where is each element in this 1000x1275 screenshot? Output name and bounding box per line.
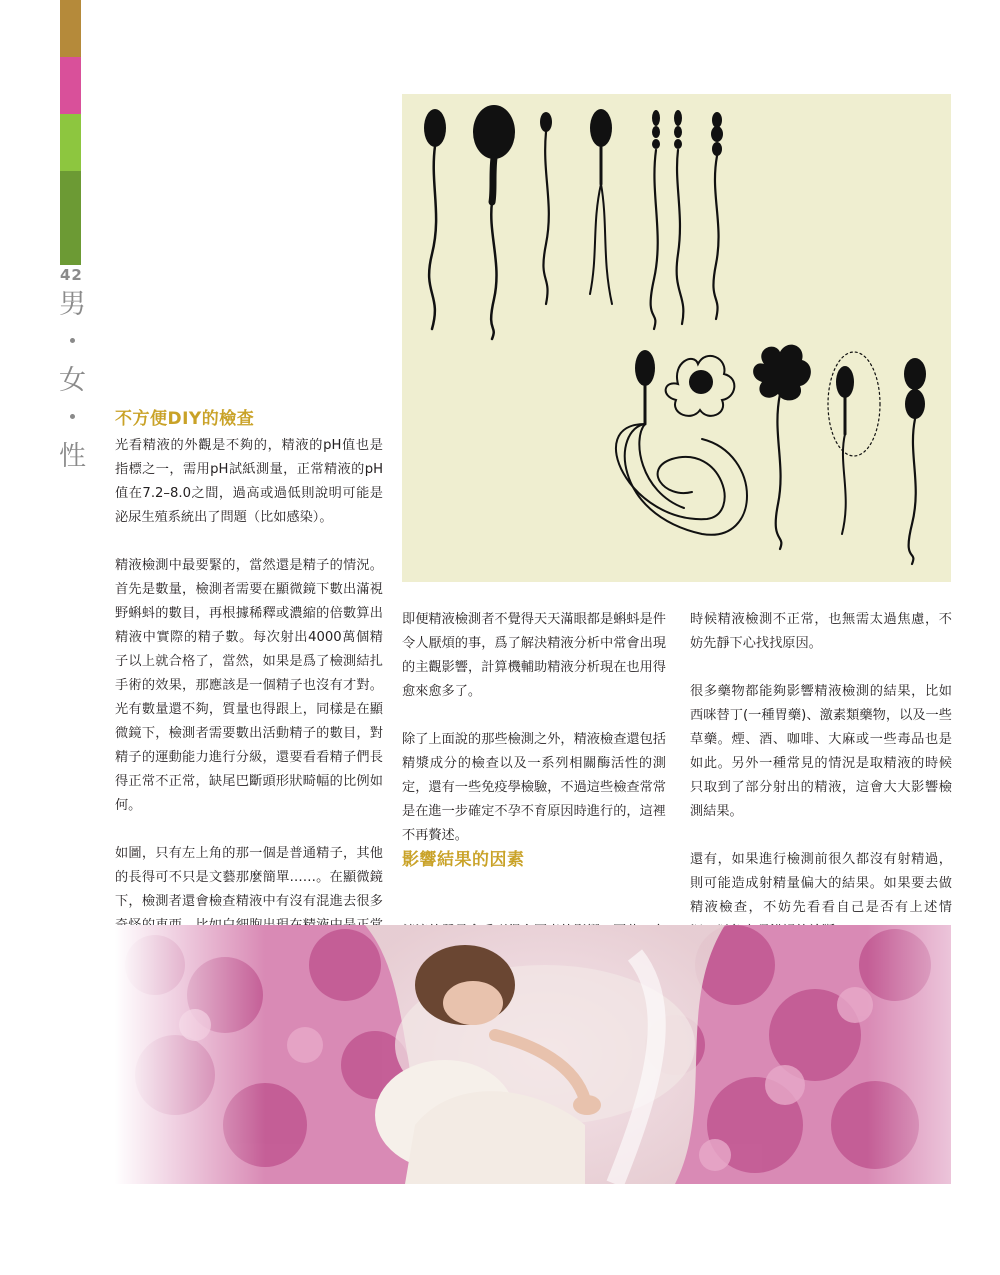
paragraph: 很多藥物都能夠影響精液檢測的結果，比如西咪替丁(一種胃藥)、激素類藥物，以及一些草藥。煙、酒、咖啡、大麻或一些毒品也是如此。另外一種常見的情況是取精液的時候只取到了部分射出的精液，這會大大影響檢測結果。 <box>690 684 952 819</box>
sidebar-color-bar-4 <box>60 171 81 265</box>
sidebar-color-bar-1 <box>60 0 81 57</box>
section-title: 男 ・ 女 ・ 性 <box>59 289 86 472</box>
text-column-1 <box>115 434 383 986</box>
woman-flowers-photo <box>115 925 951 1184</box>
page-number: 42 <box>60 266 83 284</box>
sperm-morphology-figure <box>402 94 951 582</box>
heading-factors: 影響結果的因素 <box>402 850 525 870</box>
paragraph: 如圖，只有左上角的那一個是普通精子，其他的長得可不只是文藝那麼簡單……。在顯微鏡下，檢測者還會檢查精液中有沒有混進去很多 <box>115 846 383 909</box>
paragraph: 即便精液檢測者不覺得天天滿眼都是蝌蚪是件令人厭煩的事，爲了解決精液分析中常會出現的主觀影響，計算機輔助精液分析現在也用得愈來愈多了。 <box>402 612 666 699</box>
text-column-3 <box>690 608 952 968</box>
paragraph: 除了上面說的那些檢測之外，精液檢查還包括精漿成分的檢查以及一系列相關酶活性的測定，還有一些免疫學檢驗，不過這些檢查常常是在進一步確定不孕不育原因時進行的，這裡不再贅述。 <box>402 732 666 843</box>
paragraph: 精液檢測中最要緊的，當然還是精子的情況。首先是數量，檢測者需要在顯微鏡下數出滿視野蝌蚪的數目，再根據稀釋或濃縮的倍數算出精液中實際的精子數。每次射出4000萬個精子以上就合格了，當然，如果是爲了檢測結扎手術的效果，那應該是一個精子也沒有才對。光有數量還不夠，質量也得跟上，同樣是在顯微鏡下，檢測者需要數出活動精子的數目，對精子的運動能力進行分級，還要看看精子們長得正常不正常，缺尾巴斷頭形狀畸幅的比例如何。 <box>115 558 383 813</box>
paragraph: 還有，如果進行檢測前很久都沒有射精過，則可能造成射精量偏大的結果。如果要去做精液檢查，不妨先看看自己是否有上述情 <box>690 852 952 915</box>
heading-diy-check: 不方便DIY的檢查 <box>115 409 255 429</box>
text-column-2 <box>402 608 666 968</box>
photo-illustration <box>115 925 951 1184</box>
paragraph: 光看精液的外觀是不夠的，精液的pH值也是指標之一，需用pH試紙測量，正常精液的pH值在7.2–8.0之間，過高或過低則說明可能是泌尿生殖系統出了問題（比如感染）。 <box>115 438 383 525</box>
paragraph: 時候精液檢測不正常，也無需太過焦慮，不妨先靜下心找找原因。 <box>690 612 952 651</box>
sidebar-color-bar-3 <box>60 114 81 171</box>
sidebar-color-bar-2 <box>60 57 81 114</box>
sperm-illustration <box>402 94 951 582</box>
